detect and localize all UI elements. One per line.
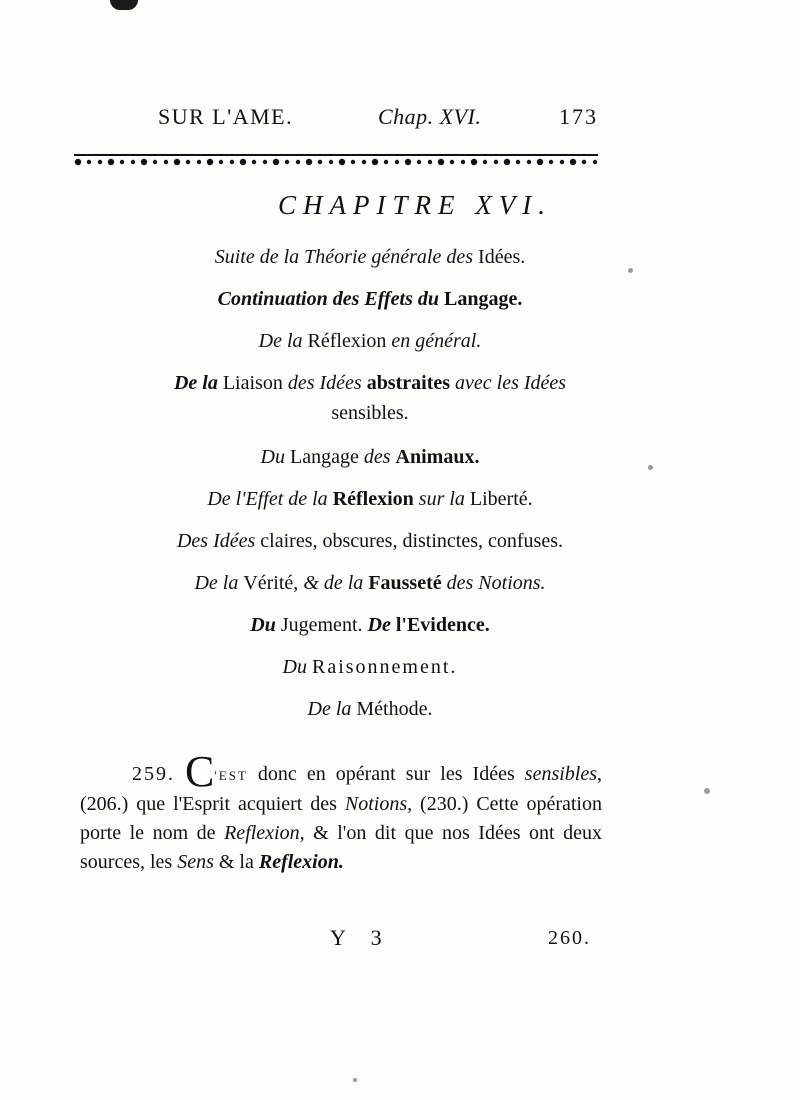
contents-line (60, 482, 680, 524)
contents-text: Du (282, 656, 312, 678)
contents-text: Réflexion (307, 330, 392, 352)
contents-text: l'Evidence. (395, 614, 490, 636)
paragraph-text: Reflexion. (258, 851, 344, 873)
paper-speck (628, 268, 633, 273)
contents-text: des Idées (287, 372, 367, 394)
contents-text: Méthode. (356, 698, 433, 720)
contents-text: De la (194, 572, 244, 594)
chapter-contents (60, 240, 680, 734)
contents-text: Langage (290, 446, 364, 468)
chapter-reference: Chap. XVI. (378, 104, 482, 129)
paragraph-text: & l'on dit que nos Idées ont deux sources, les (80, 822, 602, 873)
contents-text: Vérité, (243, 572, 304, 594)
contents-text: Du (260, 446, 290, 468)
contents-text: sur la (418, 488, 470, 510)
contents-text: & de la (303, 572, 369, 594)
contents-text: De la (258, 330, 308, 352)
paragraph-text: donc en opérant sur les Idées (247, 763, 525, 785)
contents-line (60, 324, 680, 366)
ink-smudge (110, 0, 138, 10)
paragraph-text: (206.) que l'Esprit acquiert des (80, 793, 345, 815)
paper-speck (353, 1078, 357, 1082)
drop-cap: C (185, 747, 215, 796)
catchword: 260. (548, 927, 591, 949)
running-header (158, 104, 598, 134)
contents-text: Animaux. (395, 446, 480, 468)
contents-text: Des Idées (176, 530, 261, 552)
contents-line (60, 282, 680, 324)
contents-text: Continuation des Effets du (217, 288, 444, 310)
ornamental-rule (74, 152, 598, 170)
contents-text: abstraites (366, 372, 456, 394)
small-caps-text: 'EST (214, 768, 248, 783)
contents-text: Réflexion (332, 488, 419, 510)
contents-text: des (363, 446, 396, 468)
contents-text: Jugement. (280, 614, 368, 636)
page-number: 173 (559, 104, 598, 129)
contents-text: Idées. (478, 246, 526, 268)
contents-text: De l'Effet de la (207, 488, 333, 510)
contents-text: Raisonnement. (312, 656, 458, 678)
contents-text: Liberté. (469, 488, 533, 510)
paragraph-text: Reflexion, (224, 822, 305, 844)
signature-mark: Y 3 (330, 925, 392, 950)
contents-text: en général. (391, 330, 482, 352)
paragraph-text: Notions, (344, 793, 413, 815)
paragraph-text: Sens (177, 851, 214, 873)
paper-speck (648, 465, 653, 470)
paragraph-text: sensibles, (524, 763, 602, 785)
paragraph-text: & la (213, 851, 259, 873)
contents-text: De la (173, 372, 223, 394)
paragraph-number: 259. (132, 763, 175, 785)
chapter-title: CHAPITRE XVI. (278, 190, 552, 220)
paper-speck (704, 788, 710, 794)
contents-text: Fausseté (368, 572, 447, 594)
contents-text: Suite de la Théorie générale des (214, 246, 479, 268)
contents-text: De la (307, 698, 357, 720)
contents-line (60, 396, 680, 440)
contents-text: des Notions. (446, 572, 546, 594)
contents-line (60, 240, 680, 282)
contents-text: claires, obscures, distinctes, confuses. (260, 530, 563, 552)
contents-text: Langage. (444, 288, 523, 310)
contents-line (60, 692, 680, 734)
contents-text: De (367, 614, 396, 636)
body-paragraph (80, 747, 602, 877)
contents-text: avec les Idées (455, 372, 567, 394)
contents-line (60, 608, 680, 650)
running-title: SUR L'AME. (158, 104, 294, 129)
contents-line (60, 366, 680, 396)
contents-line (60, 566, 680, 608)
paragraph-text: (230.) Cette opération porte le nom de (80, 793, 602, 844)
contents-line (60, 440, 680, 482)
contents-line (60, 650, 680, 692)
contents-text: Liaison (222, 372, 288, 394)
contents-text: Du (250, 614, 281, 636)
contents-text: sensibles. (331, 402, 409, 424)
contents-line (60, 524, 680, 566)
